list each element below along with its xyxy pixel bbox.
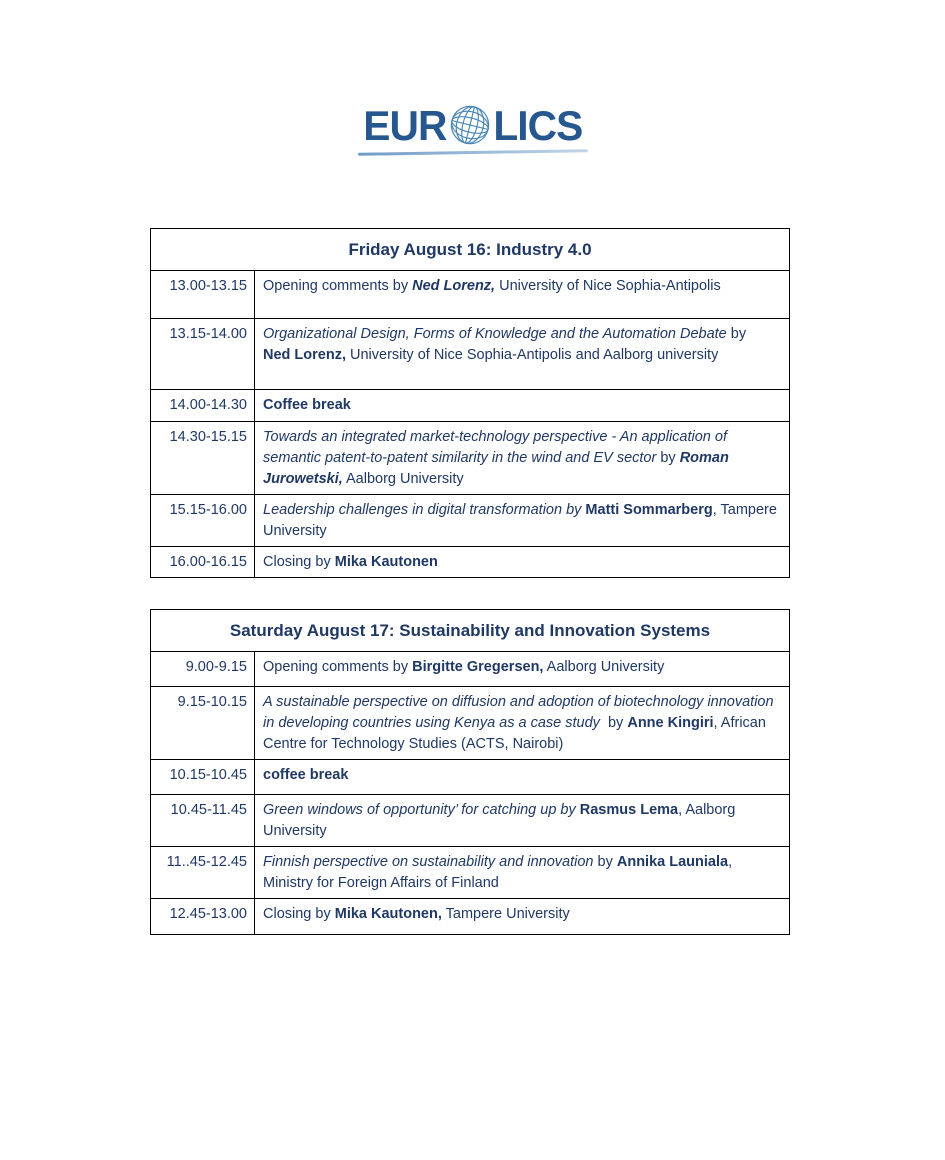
- eurolics-logo: [358, 104, 588, 154]
- event-text-segment: Birgitte Gregersen,: [412, 659, 544, 675]
- event-cell: [255, 847, 789, 898]
- event-cell: [255, 899, 789, 934]
- table-row: [151, 899, 789, 934]
- event-text-segment: Aalborg University: [543, 659, 665, 675]
- event-text-segment: Closing by: [263, 554, 335, 570]
- table-title-saturday: Saturday August 17: Sustainability and Innovation Systems: [151, 610, 789, 652]
- event-cell: [255, 795, 789, 846]
- time-cell: 13.15-14.00: [151, 319, 255, 389]
- time-cell: 14.30-15.15: [151, 422, 255, 494]
- logo-wordmark: [358, 104, 588, 148]
- event-text-segment: Rasmus Lema: [579, 802, 679, 818]
- time-cell: 11..45-12.45: [151, 847, 255, 898]
- event-cell: [255, 652, 789, 686]
- time-cell: 12.45-13.00: [151, 899, 255, 934]
- table-title-friday: Friday August 16: Industry 4.0: [151, 229, 789, 271]
- time-cell: 15.15-16.00: [151, 495, 255, 546]
- globe-icon: [449, 103, 491, 147]
- table-row: [151, 547, 789, 577]
- event-text-segment: Coffee break: [263, 397, 351, 413]
- event-text-segment: Opening comments by: [263, 659, 413, 675]
- time-cell: 9.00-9.15: [151, 652, 255, 686]
- event-text-segment: , Ministry for Foreign Affairs of Finland: [263, 854, 733, 891]
- event-text-segment: University of Nice Sophia-Antipolis: [495, 278, 721, 294]
- event-text-segment: Ned Lorenz,: [263, 347, 346, 363]
- event-text-segment: Finnish perspective on sustainability and innovation: [263, 854, 594, 870]
- table-row: [151, 495, 789, 547]
- event-text-segment: by: [599, 715, 628, 731]
- logo-text-lics: LICS: [492, 102, 582, 149]
- event-text-segment: University of Nice Sophia-Antipolis and Aalborg university: [345, 347, 719, 363]
- event-text-segment: Annika Launiala: [616, 854, 729, 870]
- table-row: [151, 390, 789, 422]
- event-text-segment: Mika Kautonen: [334, 554, 438, 570]
- table-row: [151, 271, 789, 319]
- event-text-segment: Green windows of opportunity’ for catching up by: [263, 802, 580, 818]
- event-cell: [255, 271, 789, 318]
- event-text-segment: by: [593, 854, 617, 870]
- table-body: [151, 652, 789, 934]
- event-text-segment: Roman Jurowetski,: [263, 450, 729, 487]
- event-cell: [255, 390, 789, 421]
- event-cell: [255, 422, 789, 494]
- time-cell: 16.00-16.15: [151, 547, 255, 577]
- table-row: [151, 652, 789, 687]
- table-row: [151, 847, 789, 899]
- event-text-segment: Aalborg University: [342, 471, 464, 487]
- event-text-segment: Towards an integrated market-technology perspective - An application of semantic patent-to-patent similarity in the wind and EV sector: [263, 429, 727, 466]
- event-text-segment: Matti Sommarberg: [585, 502, 713, 518]
- time-cell: 13.00-13.15: [151, 271, 255, 318]
- time-cell: 14.00-14.30: [151, 390, 255, 421]
- logo-underline: [357, 149, 587, 155]
- table-body: [151, 271, 789, 577]
- event-text-segment: , Aalborg University: [263, 802, 736, 839]
- event-text-segment: Tampere University: [441, 906, 570, 922]
- event-text-segment: Anne Kingiri: [627, 715, 714, 731]
- event-text-segment: by: [656, 450, 680, 466]
- table-row: [151, 422, 789, 495]
- event-cell: [255, 495, 789, 546]
- table-row: [151, 319, 789, 390]
- event-cell: [255, 760, 789, 794]
- event-text-segment: Ned Lorenz,: [412, 278, 496, 294]
- logo-text-eur: EUR: [363, 102, 447, 149]
- event-text-segment: coffee break: [263, 767, 349, 783]
- event-cell: [255, 547, 789, 577]
- event-text-segment: by: [726, 326, 747, 342]
- event-text-segment: Mika Kautonen,: [334, 906, 442, 922]
- event-cell: [255, 687, 789, 759]
- event-text-segment: Closing by: [263, 906, 335, 922]
- time-cell: 9.15-10.15: [151, 687, 255, 759]
- event-text-segment: Leadership challenges in digital transformation by: [263, 502, 586, 518]
- time-cell: 10.45-11.45: [151, 795, 255, 846]
- event-text-segment: Opening comments by: [263, 278, 413, 294]
- event-text-segment: , African Centre for Technology Studies (ACTS, Nairobi): [263, 715, 766, 752]
- table-row: [151, 760, 789, 795]
- schedule-table-friday: [150, 228, 790, 578]
- event-text-segment: Organizational Design, Forms of Knowledge and the Automation Debate: [263, 326, 727, 342]
- schedule-table-saturday: [150, 609, 790, 935]
- table-row: [151, 687, 789, 760]
- event-text-segment: , Tampere University: [263, 502, 777, 539]
- event-cell: [255, 319, 789, 389]
- event-text-segment: A sustainable perspective on diffusion and adoption of biotechnology innovation in developing countries using Kenya as a case study: [263, 694, 774, 731]
- time-cell: 10.15-10.45: [151, 760, 255, 794]
- table-row: [151, 795, 789, 847]
